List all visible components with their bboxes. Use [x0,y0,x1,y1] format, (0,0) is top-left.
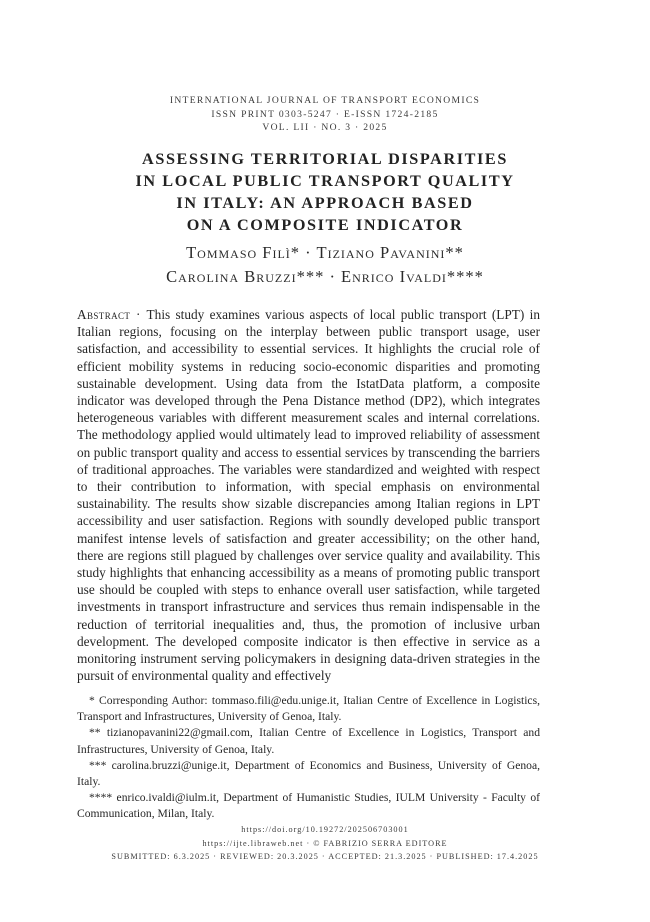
footnote: *** carolina.bruzzi@unige.it, Department of Economics and Business, University of Genoa, Italy. [77,758,540,789]
footnote: **** enrico.ivaldi@iulm.it, Department of Humanistic Studies, IULM University - Faculty of Communication, Milan, Italy. [77,791,540,821]
doi-link[interactable]: https://doi.org/10.19272/202506703001 [241,825,409,834]
title-line: IN LOCAL PUBLIC TRANSPORT QUALITY [135,172,515,190]
article-title [60,148,590,236]
submission-dates: SUBMITTED: 6.3.2025 · REVIEWED: 20.3.2025 · ACCEPTED: 21.3.2025 · PUBLISHED: 17.4.2025 [111,852,539,861]
authors-line: Carolina Bruzzi*** · Enrico Ivaldi**** [166,267,484,286]
abstract-label: Abstract · [77,307,147,322]
publication-meta [0,823,650,864]
issn-line: ISSN PRINT 0303-5247 · E-ISSN 1724-2185 [211,108,439,120]
journal-name: INTERNATIONAL JOURNAL OF TRANSPORT ECONOMICS [169,95,481,106]
footnote: * Corresponding Author: tommaso.fili@edu.unige.it, Italian Centre of Excellence in Logistics, Transport and Infrastructures, University of Genoa, Italy. [77,694,540,724]
footnote: ** tizianopavanini22@gmail.com, Italian Centre of Excellence in Logistics, Transport and Infrastructures, University of Genoa, Italy. [77,726,540,756]
title-line: ON A COMPOSITE INDICATOR [186,216,464,234]
abstract-text: This study examines various aspects of local public transport (LPT) in Italian regions, focusing on the interplay between public transport usage, user satisfaction, and accessibility to essential services. It highlights the crucial role of efficient mobility systems in reducing socio-economic disparities and promoting sustainable development. Using data from the IstatData platform, a composite indicator was developed through the Pena Distance method (DP2), which integrates heterogeneous variables with different measurement scales and internal correlations. The methodology applied would ultimately lead to improved reliability of assessment on public transport quality and access to essential services by transcending the barriers of traditional approaches. The variables were standardized and weighted with respect to their contribution to information, with special emphasis on environmental sustainability. The results show sizable discrepancies among Italian regions in LPT accessibility and user satisfaction. Regions with soundly developed public transport manifest intense levels of satisfaction and greater accessibility; on the other hand, there are regions still plagued by challenges over service quality and availability. This study highlights that enhancing accessibility as a means of promoting public transport use should be coupled with steps to enhance overall user satisfaction, while targeted investments in transport infrastructure and services thus remain indispensable in the reduction of territorial inequalities and, thus, the promotion of inclusive urban development. The developed composite indicator is then effective in service as a monitoring instrument serving policymakers in designing data-driven strategies in the pursuit of environmental quality and effectively [77,307,540,684]
journal-header [0,94,650,135]
author-list [0,241,650,289]
footnotes [77,693,540,823]
journal-website[interactable]: https://ijte.libraweb.net · © FABRIZIO SERRA EDITORE [202,838,448,848]
title-line: ASSESSING TERRITORIAL DISPARITIES [142,150,508,168]
abstract [77,306,540,684]
volume-line: VOL. LII · NO. 3 · 2025 [262,122,388,133]
authors-line: Tommaso Filì* · Tiziano Pavanini** [186,243,464,262]
title-line: IN ITALY: AN APPROACH BASED [176,194,474,212]
